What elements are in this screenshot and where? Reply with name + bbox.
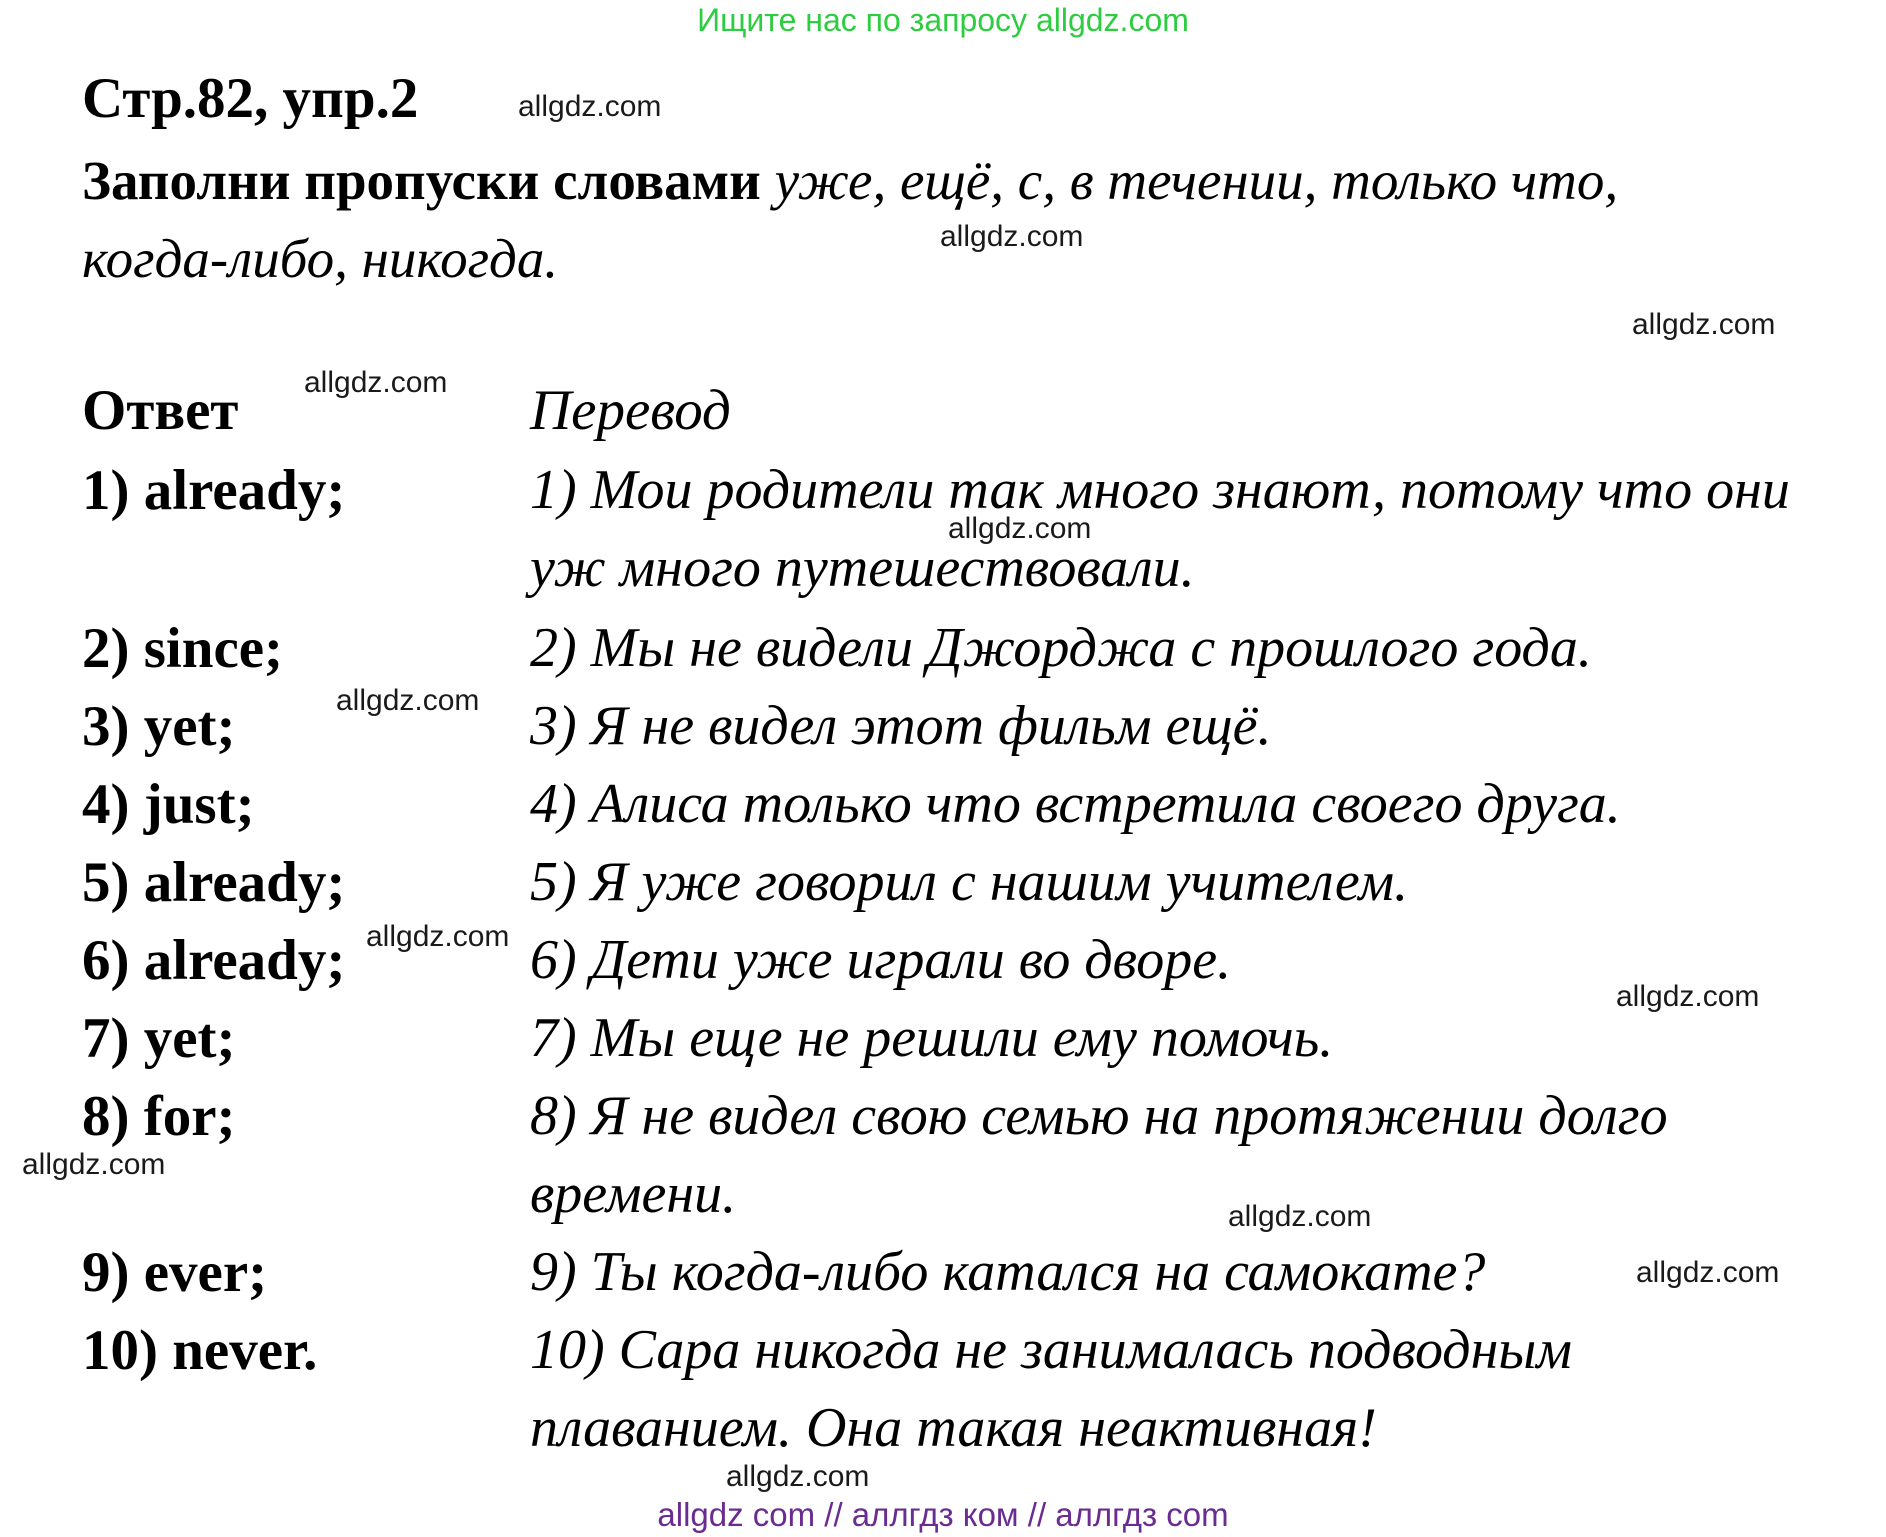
answer-3: 3) yet; [82,695,236,758]
translation-1-line2: уж много путешествовали. [530,537,1195,599]
translation-6: 6) Дети уже играли во дворе. [530,929,1232,991]
exercise-title: Стр.82, упр.2 [82,67,419,130]
translation-8-line1: 8) Я не видел свою семью на протяжении долго [530,1085,1668,1147]
watermark: allgdz.com [940,220,1084,253]
answer-5: 5) already; [82,851,346,914]
translation-heading: Перевод [530,379,731,442]
translation-9: 9) Ты когда-либо катался на самокате? [530,1241,1486,1303]
watermark: allgdz.com [1636,1256,1780,1289]
instruction-words-line1: уже, ещё, с, в течении, только что, [760,150,1619,211]
watermark: allgdz.com [1616,980,1760,1013]
watermark: allgdz.com [336,684,480,717]
answer-7: 7) yet; [82,1007,236,1070]
answer-6: 6) already; [82,929,346,992]
watermark: allgdz.com [726,1460,870,1493]
translation-1-line1: 1) Мои родители так много знают, потому что они [530,459,1790,521]
answer-1: 1) already; [82,459,346,522]
translation-10-line2: плаванием. Она такая неактивная! [530,1397,1377,1459]
translation-7: 7) Мы еще не решили ему помочь. [530,1007,1334,1069]
answer-9: 9) ever; [82,1241,268,1304]
watermark: allgdz.com [1632,308,1776,341]
watermark: allgdz.com [304,366,448,399]
bottom-banner: allgdz com // аллгдз ком // аллгдз com [657,1496,1229,1533]
translation-5: 5) Я уже говорил с нашим учителем. [530,851,1409,913]
answer-10: 10) never. [82,1319,318,1382]
answer-2: 2) since; [82,617,284,680]
watermark: allgdz.com [518,90,662,123]
answer-8: 8) for; [82,1085,236,1148]
answer-heading: Ответ [82,379,239,442]
answer-4: 4) just; [82,773,255,836]
watermark: allgdz.com [22,1148,166,1181]
translation-2: 2) Мы не видели Джорджа с прошлого года. [530,617,1592,679]
watermark: allgdz.com [1228,1200,1372,1233]
translation-8-line2: времени. [530,1163,737,1225]
watermark: allgdz.com [366,920,510,953]
translation-10-line1: 10) Сара никогда не занималась подводным [530,1319,1573,1381]
top-banner: Ищите нас по запросу allgdz.com [697,2,1189,38]
instruction-bold: Заполни пропуски словами [82,150,761,211]
watermark: allgdz.com [948,512,1092,545]
translation-4: 4) Алиса только что встретила своего друга. [530,773,1621,835]
translation-3: 3) Я не видел этот фильм ещё. [530,695,1272,757]
instruction-words-line2: когда-либо, никогда. [82,228,559,289]
